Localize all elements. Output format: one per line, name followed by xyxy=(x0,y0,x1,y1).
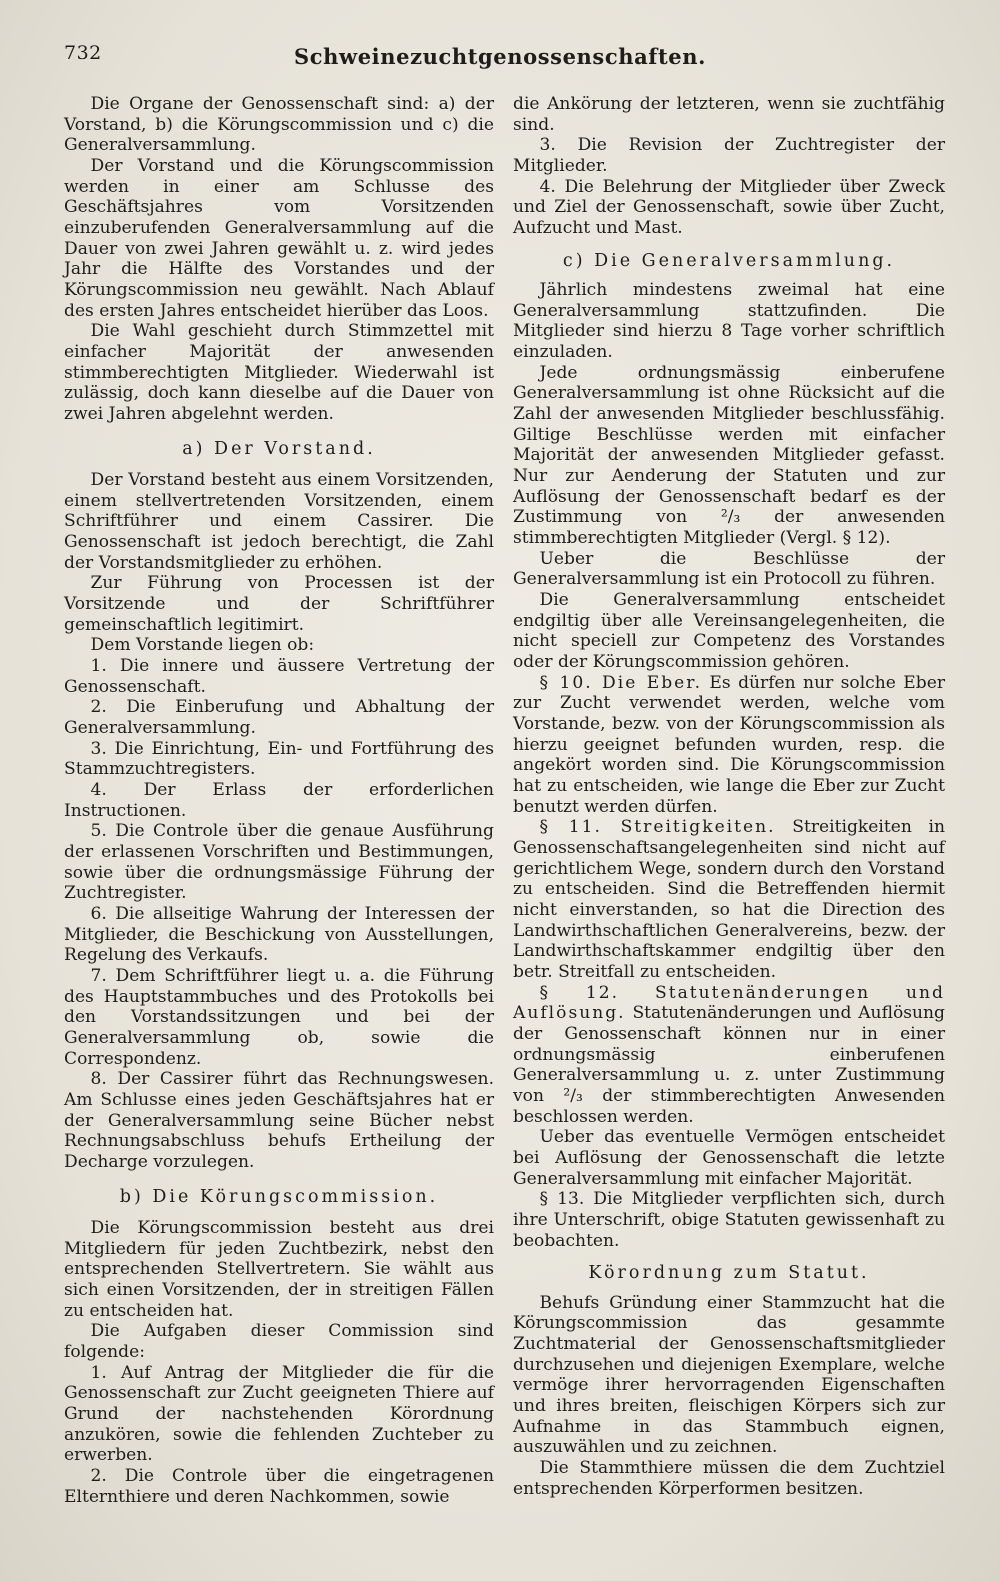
left-column xyxy=(64,94,494,1507)
section-text: Statutenänderungen und Auflösung der Genossenschaft können nur in einer ordnungsmässig einberufenen Generalversammlung u. z. unter Zustimmung von ²/₃ der stimmberechtigten Anwesenden beschlossen werden. xyxy=(513,1003,945,1127)
list-item: 4. Die Belehrung der Mitglieder über Zweck und Ziel der Genossenschaft, sowie über Zucht, Aufzucht und Mast. xyxy=(513,176,945,239)
paragraph: Jede ordnungsmässig einberufene Generalversammlung ist ohne Rücksicht auf die Zahl der anwesenden Mitglieder beschlussfähig. Giltige Beschlüsse werden mit einfacher Majorität der anwesenden Mitglieder gefasst. Nur zur Aenderung der Statuten und zur Auflösung der Genossenschaft bedarf es der Zustimmung von ²/₃ der anwesenden stimmberechtigten Mitglieder (Vergl. § 12). xyxy=(513,362,945,548)
section-heading-generalversammlung: c) Die Generalversammlung. xyxy=(562,250,896,271)
running-title: Schweinezuchtgenossenschaften. xyxy=(294,44,706,69)
list-item: 6. Die allseitige Wahrung der Interessen der Mitglieder, die Beschickung von Ausstellungen, Regelung des Verkaufs. xyxy=(64,904,494,966)
paragraph: Jährlich mindestens zweimal hat eine Generalversammlung stattzufinden. Die Mitglieder sind hierzu 8 Tage vorher schriftlich einzuladen. xyxy=(513,279,945,362)
paragraph: Die Generalversammlung entscheidet endgiltig über alle Vereinsangelegenheiten, die nicht speciell zur Competenz des Vorstandes oder der Körungscommission gehören. xyxy=(513,589,945,672)
paragraph-section-11 xyxy=(513,817,945,982)
paragraph: Die Körungscommission besteht aus drei Mitgliedern für jeden Zuchtbezirk, nebst den entsprechenden Stellvertretern. Sie wählt aus sich einen Vorsitzenden, der in streitigen Fällen zu entscheiden hat. xyxy=(64,1217,494,1321)
paragraph: Ueber die Beschlüsse der Generalversammlung ist ein Protocoll zu führen. xyxy=(513,548,945,590)
section-heading-koerordnung: Körordnung zum Statut. xyxy=(588,1263,870,1284)
list-item: 2. Die Einberufung und Abhaltung der Generalversammlung. xyxy=(64,697,494,738)
paragraph: die Ankörung der letzteren, wenn sie zuchtfähig sind. xyxy=(513,94,945,135)
list-item: 1. Die innere und äussere Vertretung der Genossenschaft. xyxy=(64,655,494,697)
section-text: Streitigkeiten in Genossenschaftsangelegenheiten sind nicht auf gerichtlichem Wege, sondern durch den Vorstand zu entscheiden. Sind die Betreffenden hiermit nicht einverstanden, so hat die Direction des Landwirthschaftlichen Generalvereins, bezw. der Landwirthschaftskammer endgiltig über den betr. Streitfall zu entscheiden. xyxy=(513,817,945,983)
paragraph: Ueber das eventuelle Vermögen entscheidet bei Auflösung der Genossenschaft die letzte Generalversammlung mit einfacher Majorität. xyxy=(513,1127,945,1189)
right-column xyxy=(513,94,945,1499)
section-heading-koerungscommission: b) Die Körungscommission. xyxy=(119,1186,439,1207)
section-text: Die Mitglieder verpflichten sich, durch ihre Unterschrift, obige Statuten gewissenhaft zu beobachten. xyxy=(513,1189,946,1251)
section-heading-vorstand: a) Der Vorstand. xyxy=(182,438,376,459)
paragraph: Zur Führung von Processen ist der Vorsitzende und der Schriftführer gemeinschaftlich legitimirt. xyxy=(64,573,494,635)
section-lead: § 12. Statutenänderungen und Auflösung. xyxy=(513,982,945,1024)
paragraph-section-10 xyxy=(513,673,945,818)
paragraph: Behufs Gründung einer Stammzucht hat die Körungscommission das gesammte Zuchtmaterial der Genossenschaftsmitglieder durchzusehen und diejenigen Exemplare, welche vermöge ihrer hervorragenden Eigenschaften und ihres breiten, fleischigen Körpers sich zur Aufnahme in das Stammbuch eignen, auszuwählen und zu zeichnen. xyxy=(513,1292,945,1458)
list-item: 3. Die Revision der Zuchtregister der Mitglieder. xyxy=(513,135,945,177)
page-number: 732 xyxy=(64,42,102,64)
list-item: 5. Die Controle über die genaue Ausführung der erlassenen Vorschriften und Bestimmungen, sowie über die ordnungsmässige Führung der Zuchtregister. xyxy=(64,821,494,904)
list-item: 2. Die Controle über die eingetragenen Elternthiere und deren Nachkommen, sowie xyxy=(64,1466,494,1507)
list-item: 3. Die Einrichtung, Ein- und Fortführung des Stammzuchtregisters. xyxy=(64,738,494,780)
paragraph: Die Stammthiere müssen die dem Zuchtziel entsprechenden Körperformen besitzen. xyxy=(513,1458,945,1499)
list-item: 8. Der Cassirer führt das Rechnungswesen. Am Schlusse eines jeden Geschäftsjahres hat er der Generalversammlung seine Bücher nebst Rechnungsabschluss behufs Ertheilung der Decharge vorzulegen. xyxy=(64,1069,494,1173)
paragraph-section-12 xyxy=(513,983,945,1128)
list-item: 4. Der Erlass der erforderlichen Instructionen. xyxy=(64,780,494,821)
paragraph: Dem Vorstande liegen ob: xyxy=(90,635,315,656)
paragraph: Der Vorstand besteht aus einem Vorsitzenden, einem stellvertretenden Vorsitzenden, einem Schriftführer und einem Cassirer. Die Genossenschaft ist jedoch berechtigt, die Zahl der Vorstandsmitglieder zu erhöhen. xyxy=(64,469,494,573)
list-item: 7. Dem Schriftführer liegt u. a. die Führung des Hauptstammbuches und des Protokolls bei den Vorstandssitzungen und bei der Generalversammlung ob, sowie die Correspondenz. xyxy=(64,966,494,1069)
paragraph: Der Vorstand und die Körungscommission werden in einer am Schlusse des Geschäftsjahres vom Vorsitzenden einzuberufenden Generalversammlung auf die Dauer von zwei Jahren gewählt u. z. wird jedes Jahr die Hälfte des Vorstandes und der Körungscommission neu gewählt. Nach Ablauf des ersten Jahres entscheidet hierüber das Loos. xyxy=(64,156,494,321)
paragraph-section-13 xyxy=(513,1189,945,1251)
paragraph: Die Organe der Genossenschaft sind: a) der Vorstand, b) die Körungscommission und c) die Generalversammlung. xyxy=(64,94,494,156)
section-lead: § 13. xyxy=(539,1189,585,1210)
section-text: Es dürfen nur solche Eber zur Zucht verwendet werden, welche vom Vorstande, bezw. von der Körungscommission als hierzu geeignet befunden wurden, resp. die angekört worden sind. Die Körungscommission hat zu entscheiden, wie lange die Eber zur Zucht benutzt werden dürfen. xyxy=(513,672,945,817)
list-item: 1. Auf Antrag der Mitglieder die für die Genossenschaft zur Zucht geeigneten Thiere auf Grund der nachstehenden Körordnung anzukören, sowie die fehlenden Zuchteber zu erwerben. xyxy=(64,1362,494,1466)
section-lead: § 10. Die Eber. xyxy=(539,672,703,693)
paragraph: Die Aufgaben dieser Commission sind folgende: xyxy=(64,1321,494,1362)
section-lead: § 11. Streitigkeiten. xyxy=(539,817,776,838)
paragraph: Die Wahl geschieht durch Stimmzettel mit einfacher Majorität der anwesenden stimmberechtigten Mitglieder. Wiederwahl ist zulässig, doch kann dieselbe auf die Dauer von zwei Jahren abgelehnt werden. xyxy=(64,321,494,425)
